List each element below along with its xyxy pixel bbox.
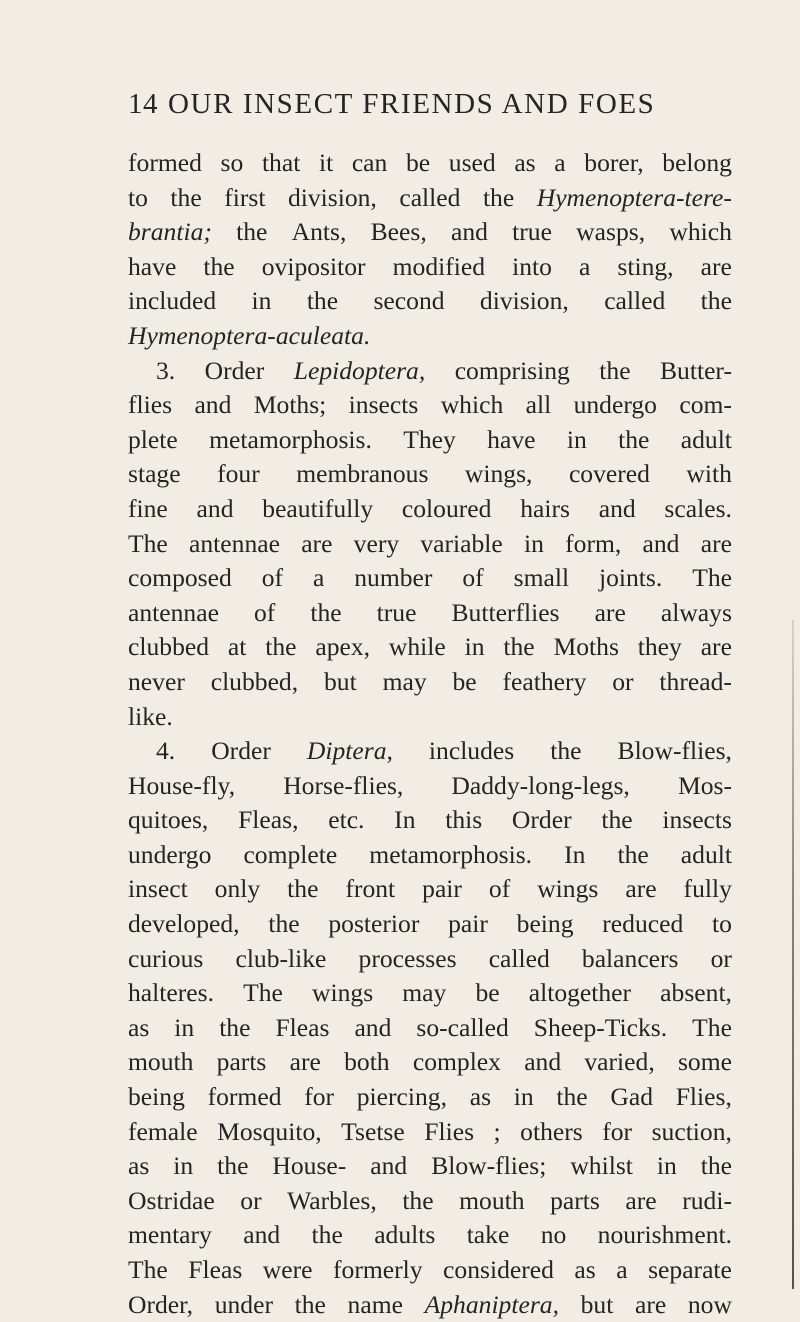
page-number: 14 <box>128 88 158 120</box>
word: fully <box>683 874 732 904</box>
word: Fleas <box>188 1255 243 1284</box>
word: the <box>236 217 268 247</box>
word: for <box>602 1116 633 1146</box>
word: Butter- <box>659 355 732 385</box>
word: first <box>224 182 266 212</box>
word: the <box>219 1012 251 1042</box>
word: the <box>265 632 297 662</box>
word: pair <box>448 909 488 939</box>
word: the <box>306 286 339 316</box>
word: of <box>261 563 284 593</box>
word: The <box>243 978 283 1008</box>
text-line <box>128 215 732 250</box>
word: House-fly, <box>128 770 236 800</box>
word: always <box>660 597 732 627</box>
word: antennae <box>189 528 280 558</box>
word: curious <box>128 943 204 973</box>
word: may <box>382 666 427 696</box>
word: never <box>128 666 185 696</box>
text-line <box>128 1045 732 1080</box>
word: called <box>399 182 461 212</box>
word: take <box>466 1220 510 1250</box>
word: form, <box>565 528 622 558</box>
text-line <box>128 665 732 700</box>
word: both <box>344 1047 390 1077</box>
word: of <box>488 874 511 904</box>
word: wings, <box>464 459 533 489</box>
word: separate <box>648 1255 732 1284</box>
word: now <box>687 1289 732 1319</box>
word: Moths <box>553 632 619 662</box>
italic-word: Aphaniptera, <box>424 1289 559 1319</box>
text-line <box>128 838 732 873</box>
word: they <box>637 632 682 662</box>
word: fine <box>128 493 168 523</box>
word: adult <box>680 424 732 454</box>
word: House- <box>272 1151 347 1181</box>
word: metamorphosis. <box>369 839 533 869</box>
word: wings <box>312 978 374 1008</box>
word: were <box>262 1255 313 1284</box>
word: into <box>512 251 552 281</box>
word: Order, <box>128 1289 194 1319</box>
word: are <box>634 1289 667 1319</box>
word: called <box>604 286 666 316</box>
word: female <box>128 1116 198 1146</box>
word: insects <box>662 805 732 835</box>
word: belong <box>662 148 732 177</box>
word: of <box>462 563 484 593</box>
word: rudi- <box>682 1185 732 1215</box>
word: the <box>550 736 582 766</box>
word: the <box>601 805 633 835</box>
text-line <box>128 388 732 423</box>
word: and <box>450 217 488 247</box>
text-line <box>128 527 732 562</box>
word: nourishment. <box>597 1220 732 1250</box>
word: Ostridae <box>128 1185 215 1215</box>
word: the <box>170 182 202 212</box>
word: so <box>220 148 244 177</box>
word: or <box>240 1185 262 1215</box>
word: flies <box>128 390 173 420</box>
word: Fleas <box>275 1012 330 1042</box>
word: altogether <box>528 978 632 1008</box>
word: true <box>376 597 417 627</box>
word: the <box>217 1151 249 1181</box>
word: Order <box>204 355 265 385</box>
word: and <box>196 493 234 523</box>
word: 4. <box>156 736 176 766</box>
italic-word: Hymenoptera-tere- <box>536 182 732 212</box>
word: called <box>488 943 550 973</box>
word: be <box>405 148 431 177</box>
word: Butterflies <box>451 597 560 627</box>
word: and <box>598 493 636 523</box>
word: wasps, <box>576 217 646 247</box>
word: a <box>616 1255 628 1284</box>
word: feathery <box>502 666 587 696</box>
text-line <box>128 1080 732 1115</box>
word: adult <box>680 839 732 869</box>
word: complete <box>243 839 338 869</box>
word: absent, <box>660 978 732 1008</box>
word: Tsetse <box>341 1116 405 1146</box>
word: The <box>128 528 168 558</box>
word: scales. <box>664 493 732 523</box>
word: in <box>173 1151 194 1181</box>
word: in <box>566 424 587 454</box>
text-line <box>128 700 732 735</box>
word: borer, <box>584 148 644 177</box>
word: parts <box>550 1185 600 1215</box>
word: four <box>217 459 260 489</box>
word: modified <box>392 251 486 281</box>
word: the <box>310 597 342 627</box>
word: in <box>251 286 272 316</box>
word: Mos- <box>677 770 732 800</box>
word: In <box>394 805 416 835</box>
text-line <box>128 942 732 977</box>
word: club-like <box>235 943 327 973</box>
text-line <box>128 319 732 354</box>
word: whilst <box>570 1151 633 1181</box>
word: mouth <box>459 1185 525 1215</box>
word: undergo <box>573 390 657 420</box>
word: balancers <box>581 943 679 973</box>
word: front <box>345 874 396 904</box>
word: that <box>261 148 301 177</box>
word: metamorphosis. <box>209 424 372 454</box>
word: The <box>692 1012 732 1042</box>
text-line <box>128 457 732 492</box>
word: a <box>312 563 325 593</box>
word: parts <box>216 1047 267 1077</box>
word: being <box>516 909 574 939</box>
text-line <box>128 1149 732 1184</box>
word: are <box>594 597 626 627</box>
italic-word: Hymenoptera-aculeata. <box>128 320 371 350</box>
word: be <box>452 666 477 696</box>
word: this <box>445 805 483 835</box>
word: which <box>669 217 732 247</box>
word: developed, <box>128 909 240 939</box>
word: the <box>402 1185 434 1215</box>
word: used <box>448 148 496 177</box>
word: Blow-flies, <box>617 736 732 766</box>
word: and <box>354 1012 392 1042</box>
text-line <box>128 907 732 942</box>
word: all <box>525 390 552 420</box>
word: are <box>700 251 732 281</box>
word: clubbed <box>128 632 210 662</box>
word: variable <box>420 528 503 558</box>
word: but <box>580 1289 614 1319</box>
word: includes <box>428 736 515 766</box>
word: composed <box>128 563 232 593</box>
word: have <box>487 424 536 454</box>
text-line <box>128 492 732 527</box>
italic-word: Diptera, <box>306 736 393 766</box>
word: as <box>128 1151 150 1181</box>
word: and <box>243 1220 281 1250</box>
text-line <box>128 423 732 458</box>
word: Gad <box>610 1082 653 1112</box>
text-line <box>128 976 732 1011</box>
word: in <box>524 528 544 558</box>
word: are <box>700 528 732 558</box>
word: as <box>574 1255 596 1284</box>
text-line <box>128 181 732 216</box>
word: the <box>203 251 235 281</box>
word: second <box>373 286 445 316</box>
word: in <box>513 1082 534 1112</box>
word: Blow-flies; <box>431 1151 547 1181</box>
text-line <box>128 630 732 665</box>
word: processes <box>358 943 457 973</box>
italic-word: brantia; <box>128 217 212 247</box>
word: formed <box>128 148 202 177</box>
word: insect <box>128 874 188 904</box>
word: sting, <box>617 251 674 281</box>
text-line <box>128 872 732 907</box>
word: Order <box>211 736 271 766</box>
text-line <box>128 250 732 285</box>
word: complex <box>412 1047 501 1077</box>
word: but <box>323 666 357 696</box>
word: division, <box>479 286 569 316</box>
word: the <box>618 424 650 454</box>
word: Horse-flies, <box>283 770 404 800</box>
word: The <box>692 563 732 593</box>
word: true <box>512 217 552 247</box>
word: included <box>128 286 217 316</box>
word: formed <box>207 1082 282 1112</box>
word: The <box>128 1255 168 1284</box>
word: suction, <box>651 1116 732 1146</box>
word: the <box>556 1082 588 1112</box>
word: of <box>253 597 276 627</box>
word: Daddy-long-legs, <box>451 770 630 800</box>
word: formerly <box>333 1255 423 1284</box>
text-line <box>128 1011 732 1046</box>
word: and <box>370 1151 408 1181</box>
text-line <box>128 1288 732 1322</box>
word: Order <box>511 805 572 835</box>
word: mouth <box>128 1047 194 1077</box>
running-head: OUR INSECT FRIENDS AND FOES <box>168 88 656 120</box>
text-line <box>128 284 732 319</box>
word: as <box>128 1012 150 1042</box>
word: ; <box>493 1116 501 1146</box>
word: stage <box>128 459 181 489</box>
page-edge-shadow <box>792 620 794 1289</box>
word: Fleas, <box>238 805 299 835</box>
word: beautifully <box>262 493 374 523</box>
text-line <box>128 1253 732 1288</box>
word: to <box>712 909 732 939</box>
word: a <box>554 148 566 177</box>
word: a <box>578 251 591 281</box>
word: varied, <box>584 1047 655 1077</box>
word: posterior <box>328 909 420 939</box>
word: membranous <box>296 459 429 489</box>
word: piercing, <box>356 1082 448 1112</box>
text-line <box>128 803 732 838</box>
body-text <box>128 146 732 1322</box>
word: name <box>347 1289 403 1319</box>
word: to <box>128 182 148 212</box>
text-line <box>128 354 732 389</box>
word: the <box>700 286 732 316</box>
word: halteres. <box>128 978 214 1008</box>
word: as <box>514 148 536 177</box>
word: are <box>301 528 333 558</box>
word: others <box>520 1116 583 1146</box>
word: Flies, <box>675 1082 732 1112</box>
word: it <box>318 148 334 177</box>
word: are <box>625 874 657 904</box>
word: coloured <box>401 493 492 523</box>
word: etc. <box>328 805 365 835</box>
word: comprising <box>454 355 570 385</box>
word: insects <box>348 390 419 420</box>
word: for <box>304 1082 335 1112</box>
word: Warbles, <box>287 1185 377 1215</box>
word: 3. <box>156 355 176 385</box>
text-line <box>128 146 732 181</box>
word: be <box>475 978 500 1008</box>
word: are <box>700 632 732 662</box>
word: reduced <box>602 909 684 939</box>
word: pair <box>422 874 462 904</box>
word: can <box>351 148 388 177</box>
word: They <box>403 424 456 454</box>
word: small <box>513 563 570 593</box>
word: have <box>128 251 177 281</box>
word: mentary <box>128 1220 212 1250</box>
word: the <box>311 1220 343 1250</box>
word: the <box>287 874 319 904</box>
word: or <box>710 943 732 973</box>
italic-word: Lepidoptera, <box>293 355 426 385</box>
word: no <box>540 1220 567 1250</box>
word: the <box>268 909 300 939</box>
word: while <box>388 632 446 662</box>
text-line <box>128 734 732 769</box>
word: at <box>227 632 247 662</box>
word: or <box>612 666 634 696</box>
word: clubbed, <box>210 666 299 696</box>
word: Mosquito, <box>217 1116 322 1146</box>
word: only <box>214 874 261 904</box>
word: the <box>503 632 535 662</box>
word: with <box>686 459 732 489</box>
word: and <box>642 528 680 558</box>
word: are <box>289 1047 321 1077</box>
word: in <box>174 1012 195 1042</box>
word: and <box>524 1047 562 1077</box>
word: the <box>294 1289 326 1319</box>
word: may <box>402 978 447 1008</box>
word: the <box>617 839 649 869</box>
word: under <box>214 1289 273 1319</box>
word: covered <box>568 459 650 489</box>
word: thread- <box>659 666 732 696</box>
word: are <box>625 1185 657 1215</box>
word: Sheep-Ticks. <box>533 1012 668 1042</box>
word: Moths; <box>253 390 327 420</box>
word: some <box>677 1047 732 1077</box>
text-line <box>128 1184 732 1219</box>
word: which <box>440 390 504 420</box>
word: the <box>482 182 515 212</box>
word: considered <box>443 1255 554 1284</box>
text-line <box>128 596 732 631</box>
text-line <box>128 1115 732 1150</box>
word: joints. <box>598 563 663 593</box>
word: hairs <box>520 493 570 523</box>
word: like. <box>128 701 173 731</box>
text-line <box>128 769 732 804</box>
word: antennae <box>128 597 219 627</box>
word: Ants, <box>291 217 347 247</box>
word: number <box>354 563 433 593</box>
word: quitoes, <box>128 805 209 835</box>
word: division, <box>287 182 377 212</box>
text-line <box>128 561 732 596</box>
word: and <box>194 390 232 420</box>
word: very <box>353 528 400 558</box>
word: as <box>469 1082 492 1112</box>
word: the <box>700 1151 732 1181</box>
word: ovipositor <box>261 251 366 281</box>
text-line <box>128 1218 732 1253</box>
word: so-called <box>416 1012 509 1042</box>
page-header <box>0 88 800 128</box>
word: the <box>599 355 631 385</box>
word: Bees, <box>370 217 427 247</box>
word: wings <box>537 874 599 904</box>
word: plete <box>128 424 178 454</box>
word: In <box>564 839 586 869</box>
word: apex, <box>315 632 371 662</box>
word: undergo <box>128 839 212 869</box>
word: in <box>656 1151 677 1181</box>
word: Flies <box>424 1116 475 1146</box>
word: com- <box>679 390 732 420</box>
word: being <box>128 1082 185 1112</box>
word: in <box>464 632 485 662</box>
word: adults <box>374 1220 436 1250</box>
